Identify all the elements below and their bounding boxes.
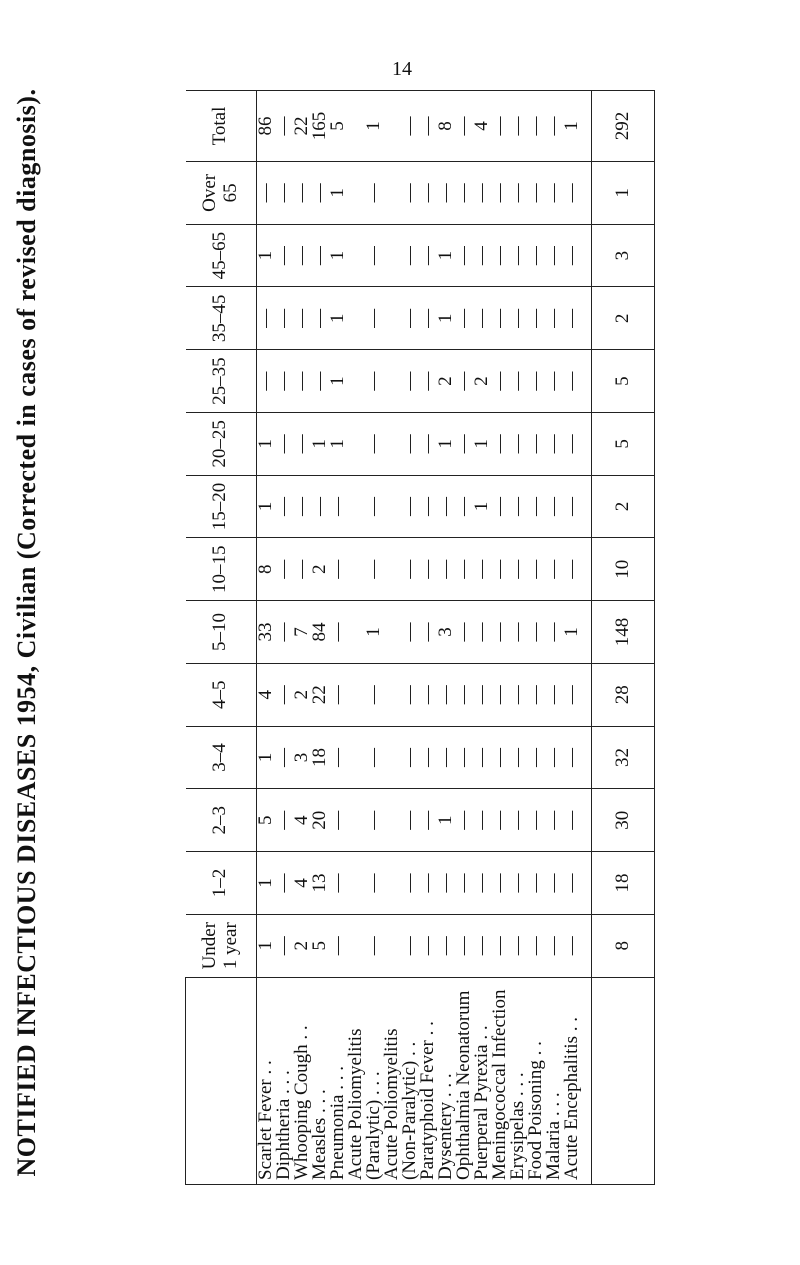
total-value: 8 — [592, 914, 655, 977]
total-value: 1 — [592, 162, 655, 225]
cell-value: — — [401, 91, 419, 162]
cell-value: — — [401, 663, 419, 726]
spacer-cell — [581, 726, 592, 789]
cell-value: — — [275, 287, 293, 350]
cell-value: — — [527, 224, 545, 287]
cell-value: — — [545, 726, 563, 789]
cell-value: 20 — [311, 789, 329, 852]
column-header: 25–35 — [186, 350, 257, 413]
cell-value: — — [419, 412, 437, 475]
cell-value: — — [365, 789, 383, 852]
cell-value: — — [275, 224, 293, 287]
cell-value: — — [545, 224, 563, 287]
cell-value: — — [437, 914, 455, 977]
cell-value: — — [473, 914, 491, 977]
totals-label — [592, 977, 655, 1184]
cell-value: — — [563, 726, 581, 789]
cell-value: — — [491, 726, 509, 789]
cell-value: 2 — [473, 350, 491, 413]
column-header: Under 1 year — [186, 914, 257, 977]
cell-value: — — [527, 852, 545, 915]
cell-value: — — [275, 412, 293, 475]
spacer-cell — [581, 162, 592, 225]
cell-value: — — [401, 601, 419, 664]
cell-value: — — [563, 789, 581, 852]
cell-value: — — [545, 538, 563, 601]
cell-value: — — [419, 789, 437, 852]
disease-name: Acute Encephalitis . . — [563, 977, 581, 1184]
cell-value: — — [527, 726, 545, 789]
cell-value: — — [329, 475, 347, 538]
total-value: 5 — [592, 350, 655, 413]
total-value: 10 — [592, 538, 655, 601]
cell-value: 1 — [563, 91, 581, 162]
disease-name: (Non-Paralytic) . . — [401, 977, 419, 1184]
cell-value: — — [455, 914, 473, 977]
cell-value: — — [329, 538, 347, 601]
cell-value: 1 — [311, 412, 329, 475]
cell-value: — — [329, 726, 347, 789]
cell-value: — — [545, 601, 563, 664]
cell-value: — — [401, 162, 419, 225]
cell-value: — — [491, 914, 509, 977]
disease-name: Acute Poliomyelitis — [383, 977, 401, 1184]
cell-value: — — [455, 91, 473, 162]
cell-value: — — [455, 287, 473, 350]
cell-value: — — [329, 663, 347, 726]
cell-value: — — [509, 475, 527, 538]
cell-value: — — [491, 287, 509, 350]
cell-value: — — [509, 852, 527, 915]
cell-value: — — [509, 224, 527, 287]
cell-value: — — [527, 601, 545, 664]
column-header: Total — [186, 91, 257, 162]
cell-value: — — [473, 224, 491, 287]
cell-value: 1 — [257, 914, 276, 977]
cell-value: — — [419, 726, 437, 789]
column-header: 3–4 — [186, 726, 257, 789]
cell-value: — — [545, 475, 563, 538]
cell-value: — — [257, 350, 276, 413]
spacer-cell — [581, 287, 592, 350]
cell-value: — — [563, 475, 581, 538]
disease-name: Dysentery . . . — [437, 977, 455, 1184]
cell-value: — — [365, 412, 383, 475]
cell-value: — — [455, 224, 473, 287]
cell-value: 1 — [329, 224, 347, 287]
cell-value: — — [365, 663, 383, 726]
cell-value: — — [419, 350, 437, 413]
cell-value: — — [527, 287, 545, 350]
cell-value: — — [473, 538, 491, 601]
cell-value: — — [275, 162, 293, 225]
diseases-table — [185, 90, 655, 1185]
cell-value: — — [563, 287, 581, 350]
cell-value: — — [527, 538, 545, 601]
cell-value: — — [491, 350, 509, 413]
cell-value: — — [437, 162, 455, 225]
disease-name: Measles . . . — [311, 977, 329, 1184]
cell-value: 4 — [257, 663, 276, 726]
spacer-cell — [581, 914, 592, 977]
total-value: 5 — [592, 412, 655, 475]
column-header: 20–25 — [186, 412, 257, 475]
cell-value: — — [275, 475, 293, 538]
cell-value: — — [509, 287, 527, 350]
disease-name: Malaria . . . — [545, 977, 563, 1184]
cell-value: — — [491, 852, 509, 915]
column-header: 1–2 — [186, 852, 257, 915]
cell-value: — — [365, 287, 383, 350]
cell-value: 8 — [437, 91, 455, 162]
cell-value: — — [509, 412, 527, 475]
cell-value: — — [527, 475, 545, 538]
cell-value: — — [419, 914, 437, 977]
cell-value: — — [275, 914, 293, 977]
cell-value: — — [545, 350, 563, 413]
cell-value: — — [401, 475, 419, 538]
cell-value: 1 — [437, 224, 455, 287]
spacer-row — [581, 91, 592, 1185]
cell-value: 22 — [311, 663, 329, 726]
cell-value: — — [329, 852, 347, 915]
disease-name: Erysipelas . . . — [509, 977, 527, 1184]
cell-value: — — [419, 162, 437, 225]
cell-value: — — [491, 475, 509, 538]
cell-value: — — [455, 601, 473, 664]
cell-value: — — [473, 852, 491, 915]
page-number: 14 — [392, 58, 412, 80]
cell-value: — — [329, 914, 347, 977]
cell-value: 3 — [437, 601, 455, 664]
cell-value: — — [293, 224, 311, 287]
disease-name: Diphtheria . . . — [275, 977, 293, 1184]
cell-value: — — [365, 475, 383, 538]
cell-value: 8 — [257, 538, 276, 601]
cell-value: 1 — [365, 601, 383, 664]
cell-value: — — [293, 538, 311, 601]
cell-value: 1 — [437, 789, 455, 852]
cell-value: — — [311, 162, 329, 225]
cell-value: — — [545, 914, 563, 977]
total-value: 3 — [592, 224, 655, 287]
cell-value: 3 — [293, 726, 311, 789]
column-header-disease — [186, 977, 257, 1184]
total-value: 2 — [592, 287, 655, 350]
cell-value: 4 — [473, 91, 491, 162]
cell-value: — — [419, 224, 437, 287]
cell-value: — — [563, 852, 581, 915]
cell-value: — — [491, 789, 509, 852]
total-value: 30 — [592, 789, 655, 852]
cell-value: — — [455, 663, 473, 726]
disease-name: Pneumonia . . . — [329, 977, 347, 1184]
cell-value: 2 — [437, 350, 455, 413]
cell-value: 5 — [257, 789, 276, 852]
cell-value: 1 — [365, 91, 383, 162]
total-value: 2 — [592, 475, 655, 538]
cell-value: — — [365, 914, 383, 977]
cell-value: 1 — [437, 412, 455, 475]
cell-value: — — [401, 287, 419, 350]
cell-value: 5 — [329, 91, 347, 162]
cell-value: — — [293, 412, 311, 475]
cell-value: — — [455, 350, 473, 413]
cell-value: — — [275, 601, 293, 664]
disease-name: Paratyphoid Fever . . — [419, 977, 437, 1184]
cell-value: — — [527, 412, 545, 475]
cell-value: — — [491, 162, 509, 225]
cell-value: — — [437, 475, 455, 538]
cell-value: — — [455, 412, 473, 475]
cell-value: — — [401, 726, 419, 789]
cell-value: — — [419, 91, 437, 162]
cell-value: — — [419, 475, 437, 538]
column-header: 2–3 — [186, 789, 257, 852]
spacer-cell — [581, 224, 592, 287]
disease-name: Puerperal Pyrexia . . — [473, 977, 491, 1184]
spacer-cell — [581, 601, 592, 664]
spacer-cell — [581, 475, 592, 538]
cell-value: — — [545, 91, 563, 162]
cell-value: — — [509, 162, 527, 225]
cell-value: — — [257, 162, 276, 225]
spacer-cell — [581, 852, 592, 915]
cell-value: 1 — [473, 412, 491, 475]
spacer-cell — [581, 538, 592, 601]
cell-value: — — [527, 663, 545, 726]
cell-value: — — [455, 789, 473, 852]
cell-value: — — [365, 538, 383, 601]
cell-value: — — [365, 162, 383, 225]
cell-value: — — [437, 726, 455, 789]
cell-value: — — [491, 224, 509, 287]
spacer-cell — [581, 412, 592, 475]
column-header: 4–5 — [186, 663, 257, 726]
cell-value: — — [419, 852, 437, 915]
total-value: 148 — [592, 601, 655, 664]
cell-value: — — [293, 350, 311, 413]
cell-value: — — [563, 663, 581, 726]
cell-value: 7 — [293, 601, 311, 664]
cell-value: 1 — [257, 852, 276, 915]
cell-value: — — [527, 914, 545, 977]
cell-value: — — [311, 475, 329, 538]
cell-value: — — [509, 350, 527, 413]
cell-value: — — [329, 789, 347, 852]
cell-value: 1 — [329, 350, 347, 413]
cell-value: 2 — [293, 914, 311, 977]
total-value: 32 — [592, 726, 655, 789]
cell-value: — — [419, 287, 437, 350]
cell-value: — — [275, 350, 293, 413]
cell-value: 1 — [437, 287, 455, 350]
cell-value: — — [437, 538, 455, 601]
cell-value: 5 — [311, 914, 329, 977]
cell-value: — — [365, 224, 383, 287]
spacer-cell — [581, 789, 592, 852]
cell-value: — — [545, 789, 563, 852]
cell-value: — — [491, 663, 509, 726]
cell-value: 22 — [293, 91, 311, 162]
cell-value: — — [563, 224, 581, 287]
column-header: 45–65 — [186, 224, 257, 287]
cell-value: — — [275, 726, 293, 789]
total-value: 18 — [592, 852, 655, 915]
column-header: 35–45 — [186, 287, 257, 350]
spacer-cell — [581, 977, 592, 1184]
cell-value: — — [365, 726, 383, 789]
cell-value: — — [545, 287, 563, 350]
cell-value: — — [455, 726, 473, 789]
cell-value: 33 — [257, 601, 276, 664]
cell-value: — — [473, 663, 491, 726]
cell-value: — — [275, 663, 293, 726]
total-value: 292 — [592, 91, 655, 162]
disease-name: Meningococcal Infection — [491, 977, 509, 1184]
header-row — [186, 91, 257, 1185]
cell-value: 1 — [257, 224, 276, 287]
cell-value: — — [473, 162, 491, 225]
cell-value: — — [545, 412, 563, 475]
cell-value: 1 — [563, 601, 581, 664]
cell-value: — — [437, 663, 455, 726]
cell-value: — — [401, 350, 419, 413]
cell-value: — — [473, 789, 491, 852]
cell-value: — — [527, 350, 545, 413]
cell-value: — — [491, 601, 509, 664]
cell-value: — — [473, 726, 491, 789]
spacer-cell — [581, 350, 592, 413]
cell-value: — — [293, 162, 311, 225]
cell-value: — — [491, 91, 509, 162]
cell-value: — — [491, 538, 509, 601]
cell-value: — — [437, 852, 455, 915]
column-header: 15–20 — [186, 475, 257, 538]
cell-value: — — [527, 91, 545, 162]
column-header: Over 65 — [186, 162, 257, 225]
cell-value: — — [275, 538, 293, 601]
cell-value: — — [473, 601, 491, 664]
cell-value: 4 — [293, 852, 311, 915]
cell-value: — — [419, 601, 437, 664]
cell-value: 2 — [311, 538, 329, 601]
cell-value: 2 — [293, 663, 311, 726]
cell-value: 4 — [293, 789, 311, 852]
cell-value: — — [455, 475, 473, 538]
page-title: NOTIFIED INFECTIOUS DISEASES 1954, Civilian (Corrected in cases of revised diagnosis). — [12, 88, 41, 1177]
cell-value: — — [509, 663, 527, 726]
cell-value: 1 — [257, 412, 276, 475]
cell-value: 1 — [329, 162, 347, 225]
cell-value: 1 — [473, 475, 491, 538]
cell-value: — — [509, 914, 527, 977]
column-header: 5–10 — [186, 601, 257, 664]
disease-name: Ophthalmia Neonatorum — [455, 977, 473, 1184]
cell-value: 1 — [257, 475, 276, 538]
cell-value: — — [293, 475, 311, 538]
cell-value: — — [401, 538, 419, 601]
cell-value: — — [365, 350, 383, 413]
cell-value: — — [509, 601, 527, 664]
cell-value: 84 — [311, 601, 329, 664]
cell-value: 1 — [257, 726, 276, 789]
cell-value: — — [491, 412, 509, 475]
cell-value: 86 — [257, 91, 276, 162]
cell-value: — — [545, 852, 563, 915]
cell-value: — — [455, 162, 473, 225]
disease-name: Acute Poliomyelitis — [347, 977, 365, 1184]
cell-value: — — [329, 601, 347, 664]
cell-value: — — [455, 852, 473, 915]
cell-value: — — [419, 663, 437, 726]
total-value: 28 — [592, 663, 655, 726]
spacer-cell — [581, 663, 592, 726]
disease-name: Food Poisoning . . — [527, 977, 545, 1184]
cell-value: — — [509, 726, 527, 789]
disease-name: Scarlet Fever . . — [257, 977, 276, 1184]
column-header: 10–15 — [186, 538, 257, 601]
cell-value: — — [365, 852, 383, 915]
cell-value: — — [401, 224, 419, 287]
disease-name: (Paralytic) . . . — [365, 977, 383, 1184]
cell-value: 1 — [329, 287, 347, 350]
cell-value: — — [275, 789, 293, 852]
cell-value: — — [455, 538, 473, 601]
cell-value: — — [401, 852, 419, 915]
cell-value: — — [311, 287, 329, 350]
cell-value: — — [527, 162, 545, 225]
cell-value: — — [563, 350, 581, 413]
cell-value: — — [563, 538, 581, 601]
table-row — [563, 91, 581, 1185]
table-row — [329, 91, 347, 1185]
cell-value: — — [509, 91, 527, 162]
cell-value: — — [401, 412, 419, 475]
cell-value: — — [257, 287, 276, 350]
cell-value: — — [563, 162, 581, 225]
cell-value: 1 — [329, 412, 347, 475]
cell-value: — — [293, 287, 311, 350]
spacer-cell — [581, 91, 592, 162]
cell-value: — — [473, 287, 491, 350]
table-body — [257, 91, 655, 1185]
cell-value: — — [545, 162, 563, 225]
cell-value: — — [509, 538, 527, 601]
cell-value: — — [527, 789, 545, 852]
disease-name: Whooping Cough . . — [293, 977, 311, 1184]
cell-value: 13 — [311, 852, 329, 915]
cell-value: — — [563, 914, 581, 977]
cell-value: 18 — [311, 726, 329, 789]
cell-value: — — [311, 224, 329, 287]
cell-value: — — [563, 412, 581, 475]
cell-value: — — [311, 350, 329, 413]
totals-row — [592, 91, 655, 1185]
cell-value: — — [275, 852, 293, 915]
cell-value: — — [401, 914, 419, 977]
cell-value: — — [509, 789, 527, 852]
table-row — [365, 91, 383, 1185]
cell-value: — — [419, 538, 437, 601]
cell-value: 165 — [311, 91, 329, 162]
cell-value: — — [401, 789, 419, 852]
cell-value: — — [275, 91, 293, 162]
cell-value: — — [545, 663, 563, 726]
